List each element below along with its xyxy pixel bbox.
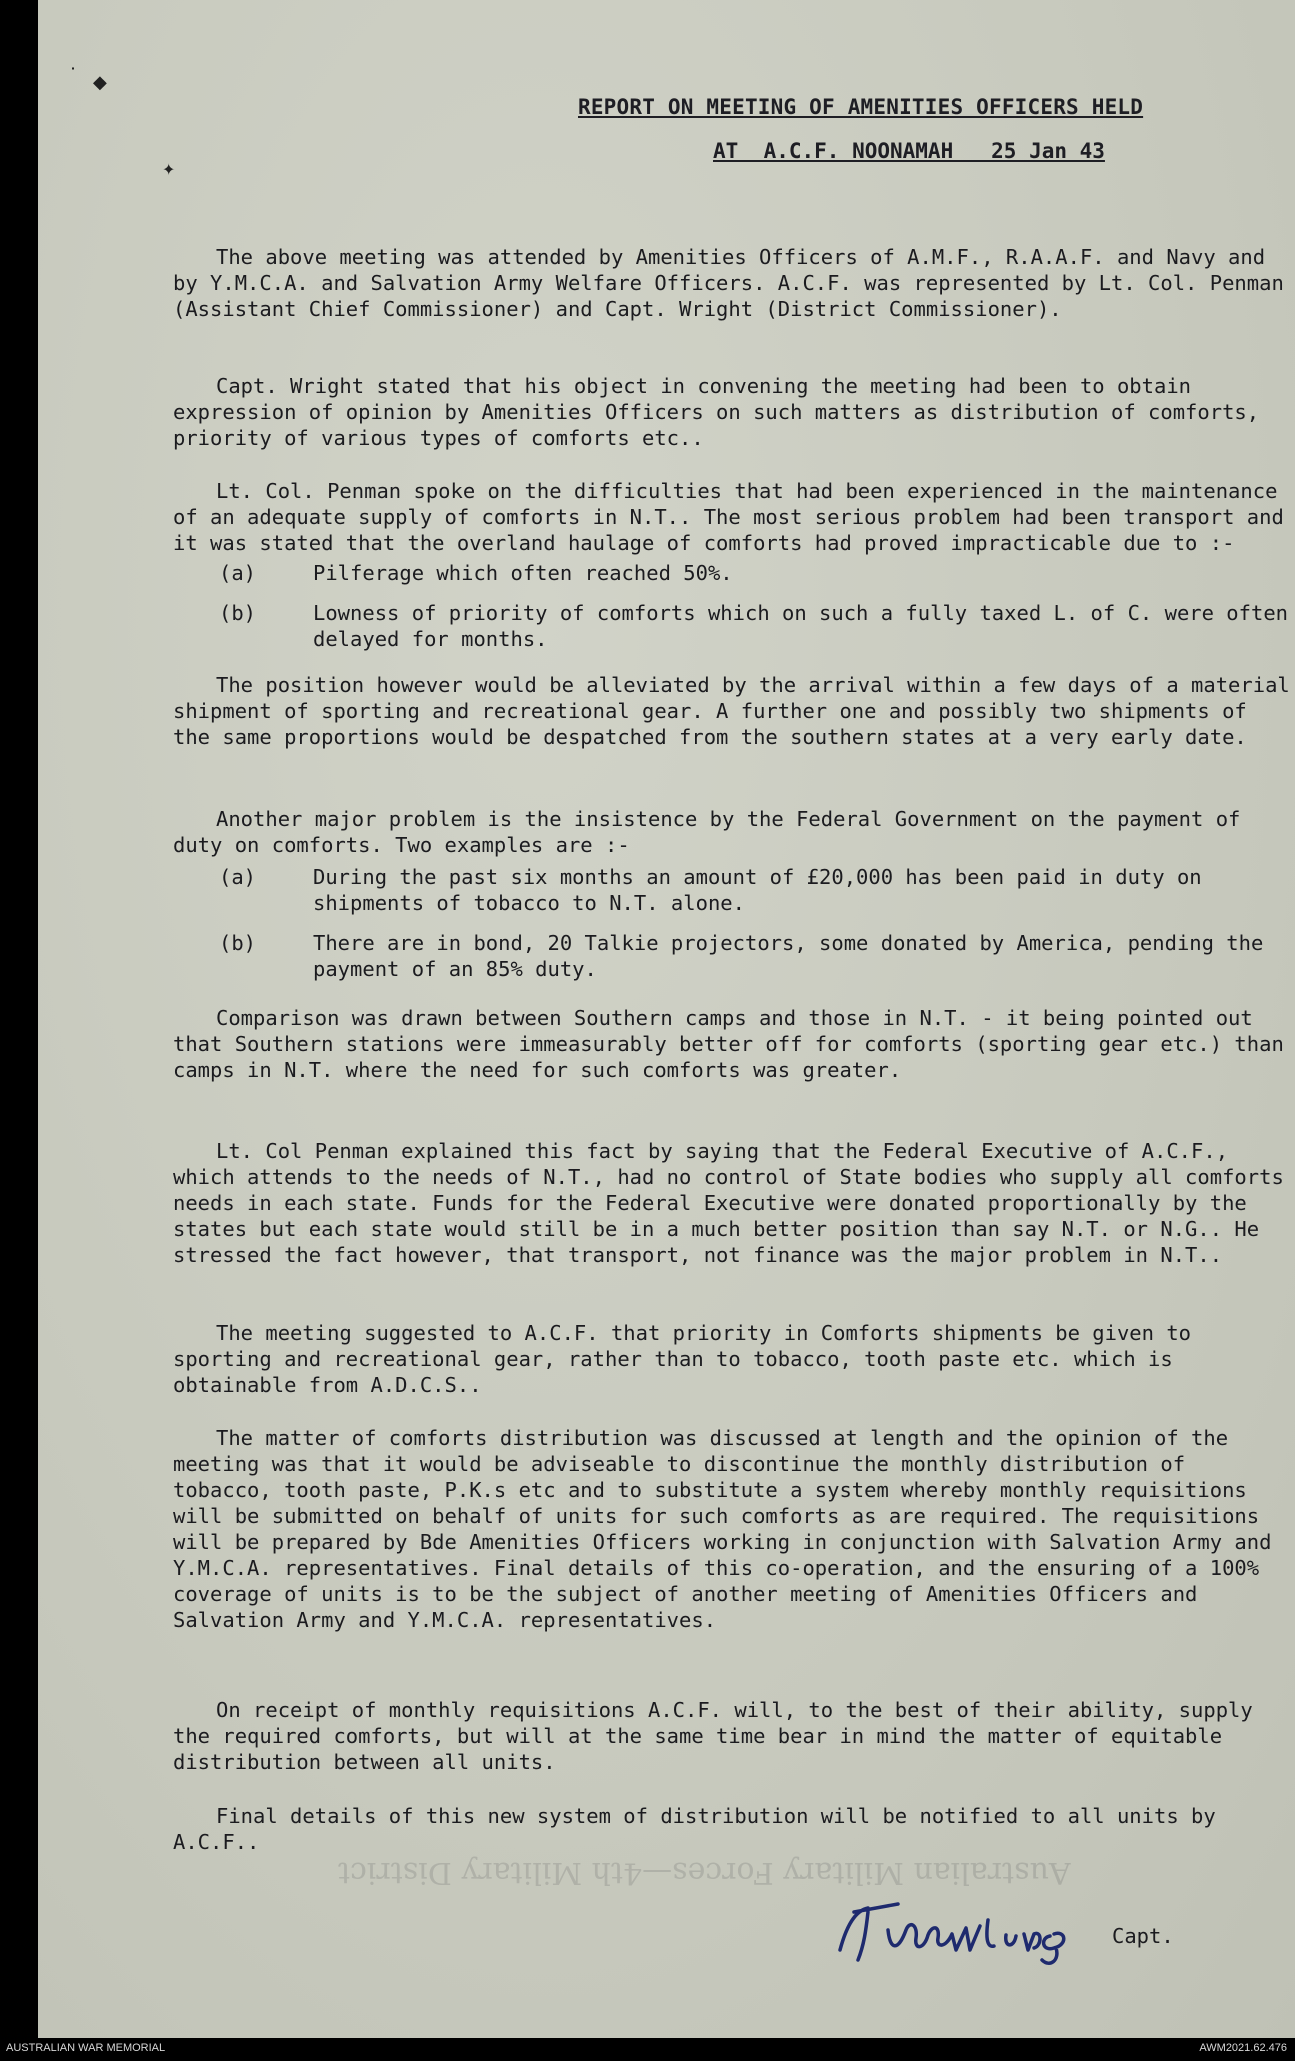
paragraph-10: On receipt of monthly requisitions A.C.F. will, to the best of their ability, supply the required comforts, but will at the same time bear in mind the matter of equitable distribution between all units. (173, 1698, 1253, 1774)
report-subtitle: AT A.C.F. NOONAMAH 25 Jan 43 (713, 139, 1105, 163)
paragraph-11: Final details of this new system of distribution will be notified to all units by A.C.F.. (173, 1804, 1216, 1854)
paragraph-3: Lt. Col. Penman spoke on the difficulties that had been experienced in the maintenance of an adequate supply of comforts in N.T.. The most serious problem had been transport and it was stated that the overland haulage of comforts had proved impracticable due to :- (a) Pilferage which often reached 50%. (b) Lowness of priority of comforts which on such a fully taxed L. of C. were often delayed for months. (173, 478, 1293, 652)
paragraph-2: Capt. Wright stated that his object in convening the meeting had been to obtain expression of opinion by Amenities Officers on such matters as distribution of comforts, priority of various types of comforts etc.. (173, 374, 1260, 450)
handwritten-signature (828, 1890, 1098, 1970)
paragraph-9: The matter of comforts distribution was discussed at length and the opinion of the meeting was that it would be adviseable to discontinue the monthly distribution of tobacco, tooth paste, P.K.s etc and to substitute a system whereby monthly requisitions will be submitted on behalf of units for such comforts as are required. The requisitions will be prepared by Bde Amenities Officers working in conjunction with Salvation Army and Y.M.C.A. representatives. Final details of this co-operation, and the ensuring of a 100% coverage of units is to be the subject of another meeting of Amenities Officers and Salvation Army and Y.M.C.A. representatives. (173, 1426, 1272, 1632)
document-page (38, 0, 1295, 2038)
punch-mark: ✦ (162, 160, 176, 179)
paragraph-4: The position however would be alleviated by the arrival within a few days of a material shipment of sporting and recreational gear. A further one and possibly two shipments of the same proportions would be despatched from the southern states at a very early date. (173, 673, 1290, 749)
paragraph-6: Comparison was drawn between Southern camps and those in N.T. - it being pointed out that Southern stations were immeasurably better off for comforts (sporting gear etc.) than camps in N.T. where the need for such comforts was greater. (173, 1006, 1284, 1082)
faded-stamp: Australian Military Forces—4th Military District (338, 1855, 1071, 1890)
list-item: (b) Lowness of priority of comforts which on such a fully taxed L. of C. were often delayed for months. (219, 601, 1289, 651)
footer-institution: AUSTRALIAN WAR MEMORIAL (6, 2042, 166, 2054)
paragraph-8: The meeting suggested to A.C.F. that priority in Comforts shipments be given to sporting and recreational gear, rather than to tobacco, tooth paste etc. which is obtainable from A.D.C.S.. (173, 1321, 1192, 1397)
punch-mark: ˙ (68, 64, 78, 88)
punch-mark: ◆ (93, 72, 107, 93)
paragraph-7: Lt. Col Penman explained this fact by saying that the Federal Executive of A.C.F., which attends to the needs of N.T., had no control of State bodies who supply all comforts needs in each state. Funds for the Federal Executive were donated proportionally by the states but each state would still be in a much better position than say N.T. or N.G.. He stressed the fact however, that transport, not finance was the major problem in N.T.. (173, 1139, 1284, 1267)
paragraph-1: The above meeting was attended by Amenities Officers of A.M.F., R.A.A.F. and Navy and by Y.M.C.A. and Salvation Army Welfare Officers. A.C.F. was represented by Lt. Col. Penman (Assistant Chief Commissioner) and Capt. Wright (District Commissioner). (173, 245, 1284, 321)
list-item: (a) During the past six months an amount of £20,000 has been paid in duty on shipments of tobacco to N.T. alone. (219, 865, 1202, 915)
footer-accession-number: AWM2021.62.476 (1199, 2042, 1287, 2054)
list-item: (b) There are in bond, 20 Talkie projectors, some donated by America, pending the payment of an 85% duty. (219, 931, 1264, 981)
report-title: REPORT ON MEETING OF AMENITIES OFFICERS HELD (578, 95, 1144, 119)
list-item: (a) Pilferage which often reached 50%. (219, 561, 733, 585)
signatory-rank: Capt. (1112, 1924, 1174, 1948)
paragraph-5: Another major problem is the insistence by the Federal Government on the payment of duty on comforts. Two examples are :- (a) During the past six months an amount of £20,000 has been paid in duty on shipments of tobacco to N.T. alone. (b) There are in bond, 20 Talkie projectors, some donated by America, pending the payment of an 85% duty. (173, 806, 1293, 982)
